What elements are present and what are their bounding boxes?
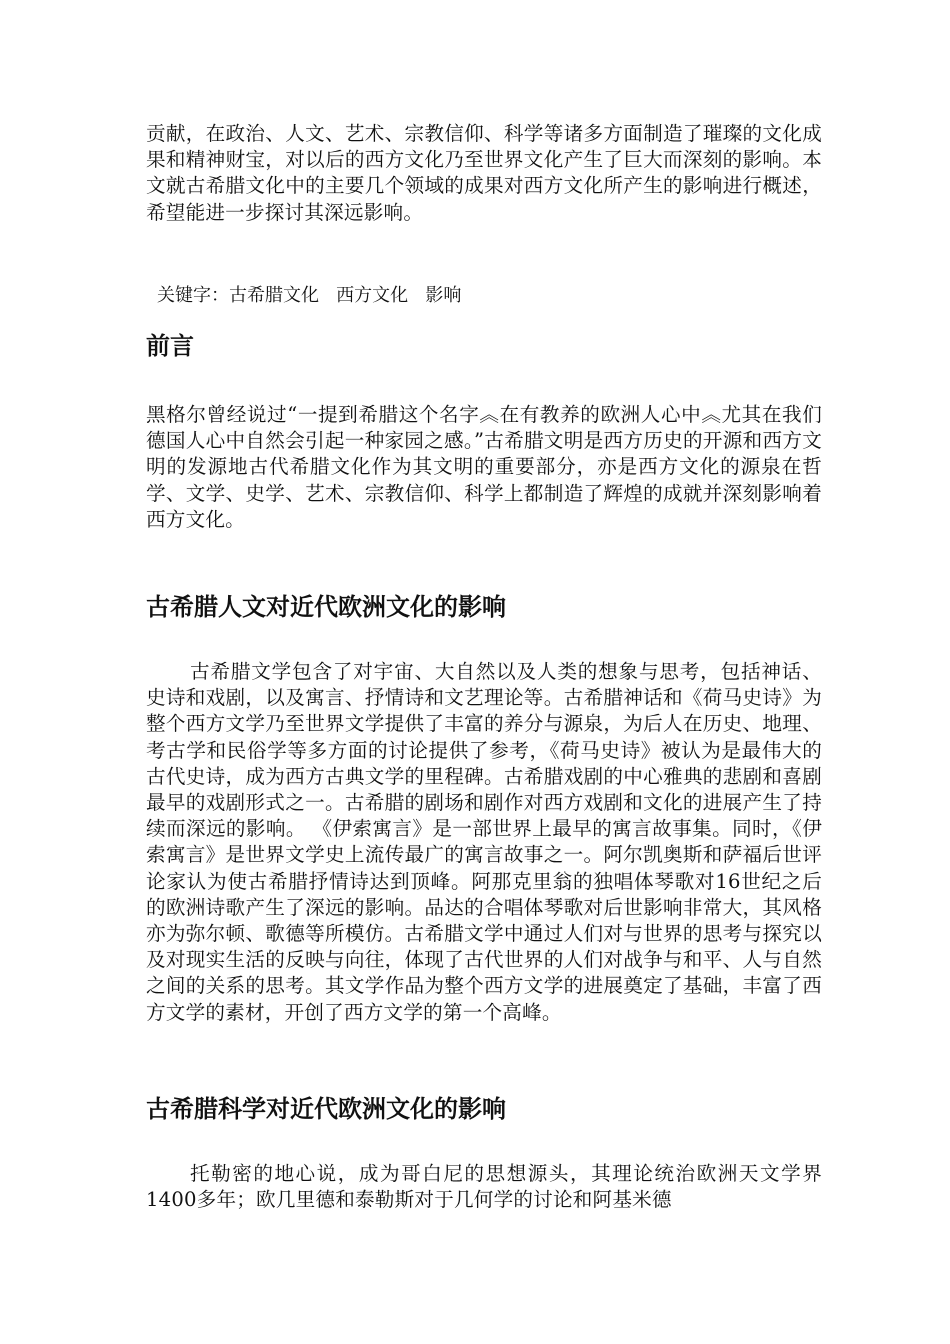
preface-paragraph: 黑格尔曾经说过“一提到希腊这个名字︽在有教养的欧洲人心中︽尤其在我们德国人心中自然会引起一种家园之感。”古希腊文明是西方历史的开源和西方文明的发源地古代希腊文化作为其文明的重要部分，亦是西方文化的源泉在哲学、文学、史学、艺术、宗教信仰、科学上都制造了辉煌的成就并深刻影响着西方文化。 (146, 403, 822, 531)
section-heading-science: 古希腊科学对近代欧洲文化的影响 (146, 1095, 506, 1123)
abstract-paragraph: 贡献，在政治、人文、艺术、宗教信仰、科学等诸多方面制造了璀璨的文化成果和精神财宝，对以后的西方文化乃至世界文化产生了巨大而深刻的影响。本文就古希腊文化中的主要几个领域的成果对西方文化所产生的影响进行概述，希望能进一步探讨其深远影响。 (146, 122, 822, 224)
section-paragraph-humanities: 古希腊文学包含了对宇宙、大自然以及人类的想象与思考，包括神话、史诗和戏剧，以及寓言、抒情诗和文艺理论等。古希腊神话和《荷马史诗》为整个西方文学乃至世界文学提供了丰富的养分与源泉，为后人在历史、地理、考古学和民俗学等多方面的讨论提供了参考，《荷马史诗》被认为是最伟大的古代史诗，成为西方古典文学的里程碑。古希腊戏剧的中心雅典的悲剧和喜剧最早的戏剧形式之一。古希腊的剧场和剧作对西方戏剧和文化的进展产生了持续而深远的影响。 《伊索寓言》是一部世界上最早的寓言故事集。同时，《伊索寓言》是世界文学史上流传最广的寓言故事之一。阿尔凯奥斯和萨福后世评论家认为使古希腊抒情诗达到顶峰。阿那克里翁的独唱体琴歌对16世纪之后的欧洲诗歌产生了深远的影响。品达的合唱体琴歌对后世影响非常大，其风格亦为弥尔顿、歌德等所模仿。古希腊文学中通过人们对与世界的思考与探究以及对现实生活的反映与向往，体现了古代世界的人们对战争与和平、人与自然之间的关系的思考。其文学作品为整个西方文学的进展奠定了基础，丰富了西方文学的素材，开创了西方文学的第一个高峰。 (146, 660, 822, 1024)
section-heading-humanities: 古希腊人文对近代欧洲文化的影响 (146, 593, 506, 621)
section-paragraph-science: 托勒密的地心说，成为哥白尼的思想源头，其理论统治欧洲天文学界1400多年；欧几里德和泰勒斯对于几何学的讨论和阿基米德 (146, 1162, 822, 1212)
keywords-line: 关键字：古希腊文化 西方文化 影响 (157, 285, 462, 306)
preface-heading: 前言 (146, 332, 194, 360)
